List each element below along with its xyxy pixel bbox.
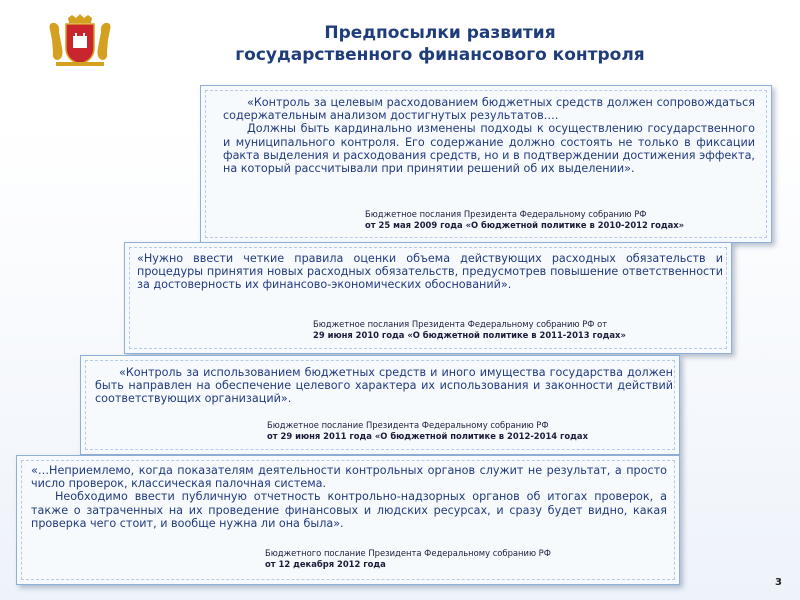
quote-text [31, 464, 667, 530]
quote-card-2009 [200, 85, 772, 243]
slide-title [160, 22, 720, 66]
source-line-1: Бюджетное послания Президента Федеральному собранию РФ от [313, 319, 608, 329]
quote-source [313, 319, 723, 341]
source-line-2: от 12 декабря 2012 года [265, 559, 386, 569]
quote-paragraph: «Нужно ввести четкие правила оценки объема действующих расходных обязательств и процедуры принятия новых расходных обязательств, предусмотрев повышение ответственности за достоверность их финансово-экономических обоснований». [137, 252, 723, 292]
quote-paragraph: «…Неприемлемо, когда показателям деятельности контрольных органов служит не результат, а просто число проверок, классическая палочная система. [31, 464, 667, 491]
quote-text [95, 366, 673, 406]
quote-paragraph: «Контроль за целевым расходованием бюджетных средств должен сопровождаться содержательным анализом достигнутых результатов…. [223, 96, 755, 123]
quote-text [223, 96, 755, 175]
quote-source [267, 420, 667, 442]
source-line-1: Бюджетное послание Президента Федеральному собранию РФ [267, 420, 549, 430]
quote-card-2012 [16, 455, 680, 585]
quote-card-2010 [124, 242, 732, 354]
quote-paragraph: Необходимо ввести публичную отчетность контрольно-надзорных органов об итогах проверок, а также о затраченных на их проведение финансовых и людских ресурсах, и сразу будет видно, какая проверка чего стоит, и вообще нужна ли она была». [31, 490, 667, 530]
quote-source [365, 209, 765, 231]
source-line-1: Бюджетное послания Президента Федеральному собранию РФ [365, 209, 647, 219]
title-line-1: Предпосылки развития [324, 23, 556, 43]
quote-text [137, 252, 723, 292]
quote-paragraph: «Контроль за использованием бюджетных средств и иного имущества государства должен быть направлен на обеспечение целевого характера их использования и законности действий соответствующих организаций». [95, 366, 673, 406]
page-number: 3 [775, 577, 782, 588]
source-line-1: Бюджетного послание Президента Федеральному собранию РФ [265, 548, 551, 558]
quote-card-2011 [80, 355, 680, 455]
source-line-2: от 25 мая 2009 года «О бюджетной политике в 2010-2012 годах» [365, 220, 685, 230]
quote-paragraph: Должны быть кардинально изменены подходы к осуществлению государственного и муниципального контроля. Его содержание должно состоять не только в фиксации факта выделения и расходования средств, но и в подтверждении достижения эффекта, на который рассчитывали при принятии решений об их выделении». [223, 122, 755, 176]
quote-source [265, 548, 665, 570]
source-line-2: 29 июня 2010 года «О бюджетной политике в 2011-2013 годах» [313, 330, 626, 340]
source-line-2: от 29 июня 2011 года «О бюджетной политике в 2012-2014 годах [267, 431, 588, 441]
coat-of-arms-icon [46, 14, 114, 68]
title-line-2: государственного финансового контроля [235, 45, 645, 65]
